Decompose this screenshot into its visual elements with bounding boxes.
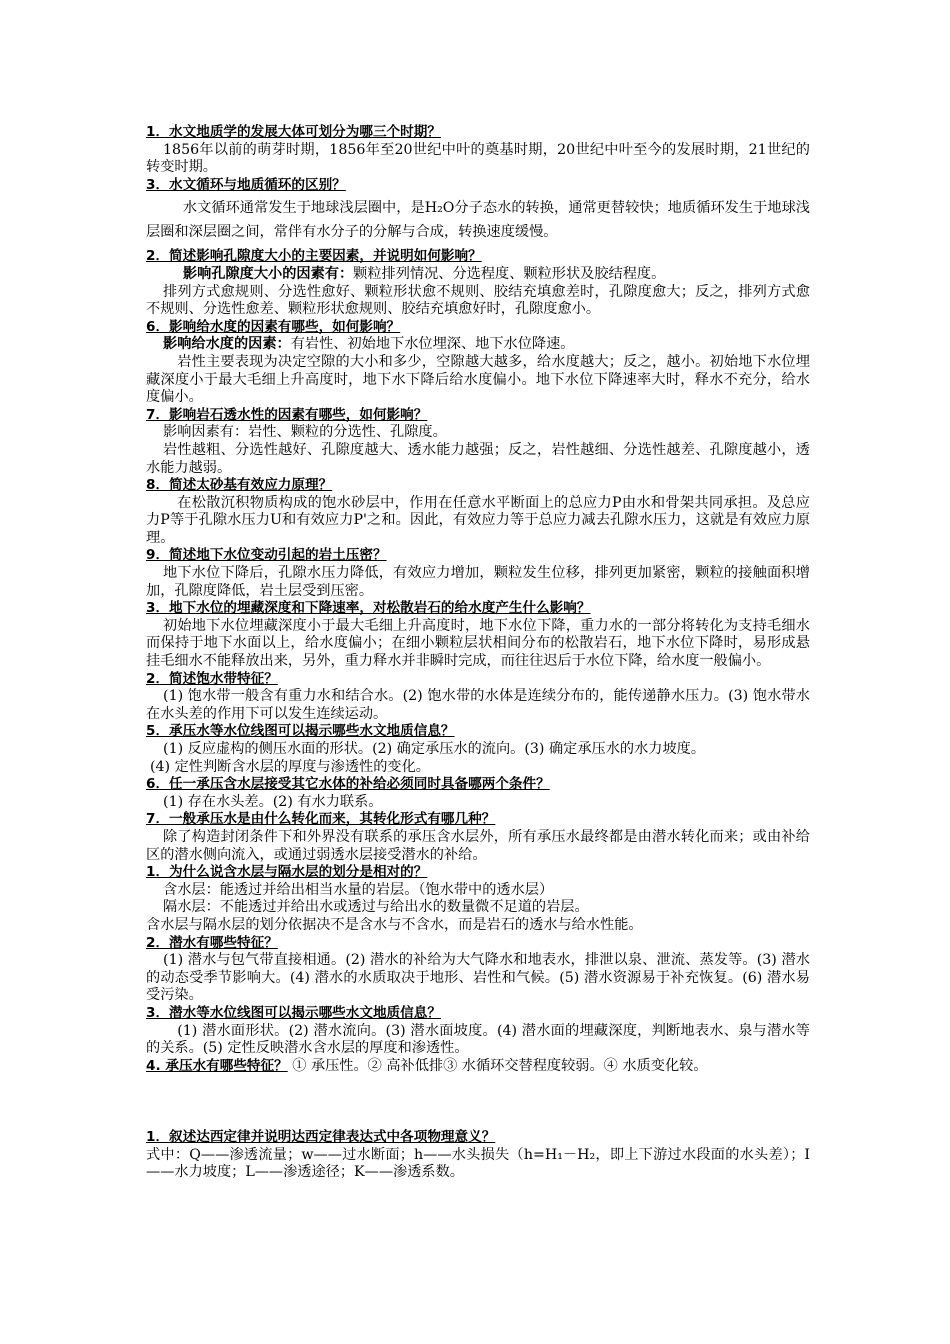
question-heading: 5．承压水等水位线图可以揭示哪些水文地质信息？ (146, 723, 455, 740)
document-page (146, 124, 810, 1182)
question-heading: 2．简述影响孔隙度大小的主要因素，并说明如何影响？ (146, 248, 482, 265)
answer-paragraph: 初始地下水位埋藏深度小于最大毛细上升高度时，地下水位下降，重力水的一部分将转化为支持毛细水而保持于地下水面以上，给水度偏小；在细小颗粒层状相间分布的松散岩石，地下水位下降时，易形成悬挂毛细水不能释放出来，另外，重力释水并非瞬时完成，而往往迟后于水位下降，给水度一般偏小。 (146, 617, 810, 670)
answer-paragraph: (1) 潜水面形状。(2) 潜水流向。(3) 潜水面坡度。(4) 潜水面的埋藏深度，判断地表水、泉与潜水等的关系。(5) 定性反映潜水含水层的厚度和渗透性。 (146, 1022, 810, 1057)
answer-paragraph: (4) 定性判断含水层的厚度与渗透性的变化。 (150, 758, 430, 775)
answer-paragraph: (1) 反应虚构的侧压水面的形状。(2) 确定承压水的流向。(3) 确定承压水的水力坡度。 (163, 741, 706, 757)
answer-paragraph: 水文循环通常发生于地球浅层圈中，是H₂O分子态水的转换，通常更替较快；地质循环发生于地球浅层圈和深层圈之间，常伴有水分子的分解与合成，转换速度缓慢。 (146, 200, 810, 241)
answer-paragraph: 岩性越粗、分选性越好、孔隙度越大、透水能力越强；反之，岩性越细、分选性越差、孔隙度越小，透水能力越弱。 (146, 441, 810, 476)
answer-paragraph: 1856年以前的萌芽时期，1856年至20世纪中叶的奠基时期，20世纪中叶至今的发展时期，21世纪的转变时期。 (146, 141, 810, 176)
question-heading: 9．简述地下水位变动引起的岩土压密？ (146, 547, 387, 564)
answer-paragraph: 隔水层：不能透过并给出水或透过与给出水的数量微不足道的岩层。 (163, 899, 589, 916)
answer-paragraph: 含水层与隔水层的划分依据决不是含水与不含水，而是岩石的透水与给水性能。 (146, 916, 643, 933)
question-heading: 1．为什么说含水层与隔水层的划分是相对的？ (146, 864, 428, 881)
answer-lead (146, 266, 810, 284)
question-heading: 6．任一承压含水层接受其它水体的补给必须同时具备哪两个条件？ (146, 776, 550, 793)
question-heading: 7．影响岩石透水性的因素有哪些，如何影响？ (146, 406, 428, 423)
question-heading: 7．一般承压水是由什么转化而来，其转化形式有哪几种？ (146, 811, 496, 828)
answer-paragraph: 影响因素有：岩性、颗粒的分选性、孔隙度。 (163, 424, 447, 441)
answer-paragraph: 地下水位下降后，孔隙水压力降低，有效应力增加，颗粒发生位移，排列更加紧密，颗粒的接触面积增加，孔隙度降低，岩土层受到压密。 (146, 565, 810, 599)
question-heading: 2．简述饱水带特征？ (146, 670, 278, 687)
lead-bold-text: 影响给水度的因素： (163, 336, 291, 353)
answer-paragraph: 排列方式愈规则、分选性愈好、颗粒形状愈不规则、胶结充填愈差时，孔隙度愈大；反之，排列方式愈不规则、分选性愈差、颗粒形状愈规则、胶结充填愈好时，孔隙度愈小。 (146, 283, 810, 318)
lead-text: 有岩性、初始地下水位埋深、地下水位降速。 (290, 336, 575, 353)
question-heading: 3．地下水位的埋藏深度和下降速率，对松散岩石的给水度产生什么影响？ (146, 600, 591, 617)
question-heading: 8．简述太砂基有效应力原理？ (146, 477, 333, 494)
answer-lead (146, 336, 810, 354)
answer-paragraph: 岩性主要表现为决定空隙的大小和多少，空隙越大越多，给水度越大；反之，越小。初始地下水位埋藏深度小于最大毛细上升高度时，地下水下降后给水度偏小。地下水位下降速率大时，释水不充分，给水度偏小。 (146, 353, 810, 406)
answer-paragraph: 含水层：能透过并给出相当水量的岩层。（饱水带中的透水层） (163, 881, 554, 898)
answer-paragraph: 除了构造封闭条件下和外界没有联系的承压含水层外，所有承压水最终都是由潜水转化而来；或由补给区的潜水侧向流入，或通过弱透水层接受潜水的补给。 (146, 828, 810, 863)
question-heading: 4. 承压水有哪些特征？ (146, 1057, 288, 1074)
answer-paragraph: (1) 存在水头差。(2) 有水力联系。 (163, 793, 383, 810)
answer-paragraph: (1) 饱水带一般含有重力水和结合水。(2) 饱水带的水体是连续分布的，能传递静水压力。(3) 饱水带水在水头差的作用下可以发生连续运动。 (146, 688, 810, 722)
inline-question (146, 1058, 810, 1076)
question-heading: 1．水文地质学的发展大体可划分为哪三个时期？ (146, 124, 441, 140)
lead-bold-text: 影响孔隙度大小的因素有： (182, 265, 354, 282)
answer-paragraph: (1) 潜水与包气带直接相通。(2) 潜水的补给为大气降水和地表水，排泄以泉、泄流、蒸发等。(3) 潜水的动态受季节影响大。(4) 潜水的水质取决于地形、岩性和气候。(5) 潜水资源易于补充恢复。(6) 潜水易受污染。 (146, 952, 810, 1004)
question-heading: 3．潜水等水位线图可以揭示哪些水文地质信息？ (146, 1004, 441, 1021)
question-heading: 1．叙述达西定律并说明达西定律表达式中各项物理意义？ (146, 1129, 496, 1146)
section-gap (146, 1075, 810, 1129)
lead-text: 颗粒排列情况、分选程度、颗粒形状及胶结程度。 (353, 265, 666, 282)
question-heading: 6．影响给水度的因素有哪些，如何影响？ (146, 318, 401, 335)
answer-paragraph: 式中：Q——渗透流量；w——过水断面；h——水头损失（h=H₁－H₂，即上下游过水段面的水头差）；I——水力坡度；L——渗透途径；K——渗透系数。 (146, 1146, 810, 1181)
question-heading: 2．潜水有哪些特征？ (146, 934, 278, 951)
inline-answer: ① 承压性。② 高补低排③ 水循环交替程度较弱。④ 水质变化较。 (292, 1057, 708, 1074)
answer-paragraph: 在松散沉积物质构成的饱水砂层中，作用在任意水平断面上的总应力P由水和骨架共同承担。及总应力P等于孔隙水压力U和有效应力P'之和。因此，有效应力等于总应力减去孔隙水压力，这就是有效应力原理。 (146, 494, 810, 546)
question-heading: 3．水文循环与地质循环的区别？ (146, 176, 346, 193)
